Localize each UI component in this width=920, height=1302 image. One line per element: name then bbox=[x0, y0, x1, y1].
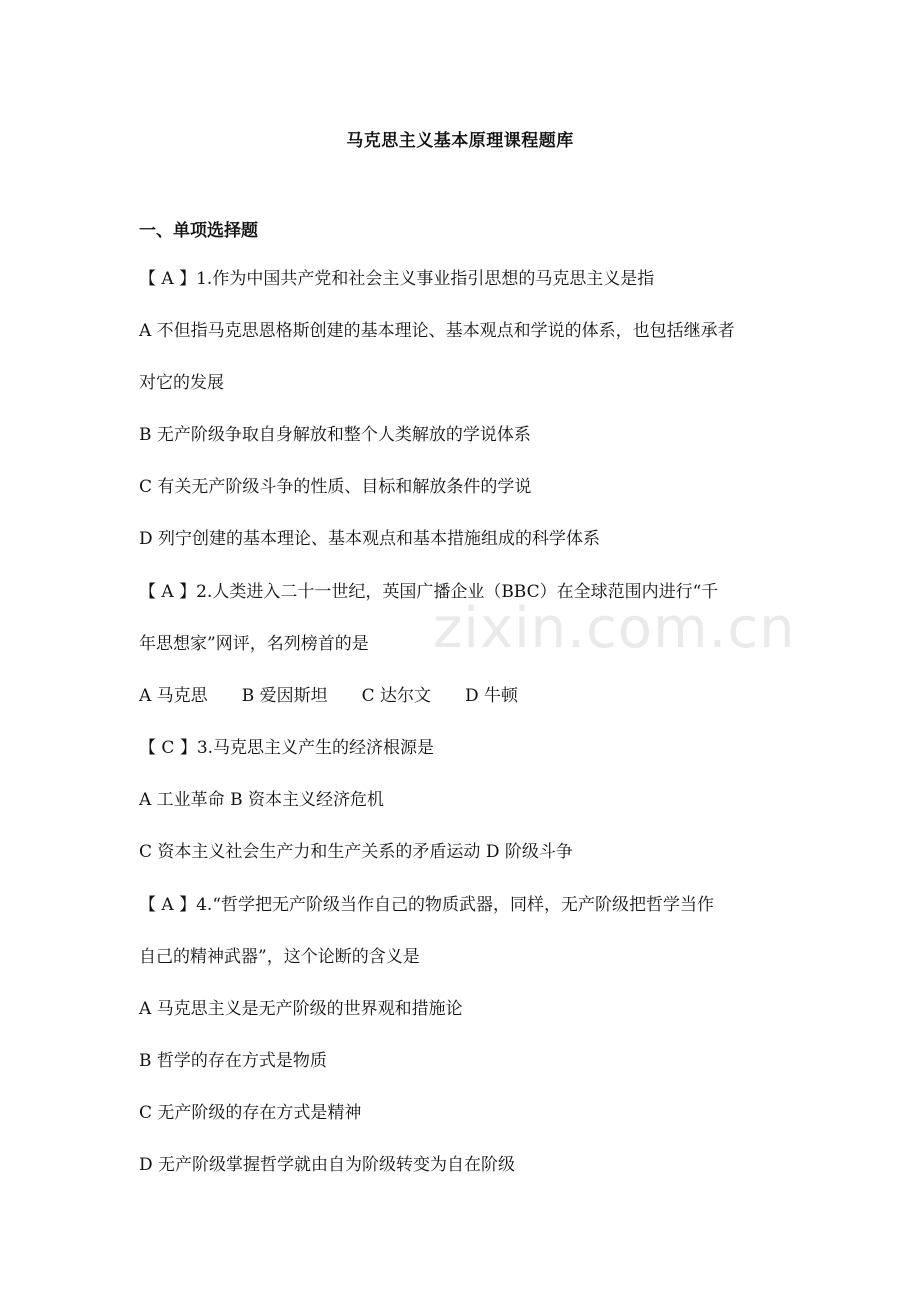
answer-mark: 【 A 】 bbox=[139, 582, 197, 602]
option-a: A 马克思 bbox=[139, 686, 208, 706]
question-4-stem bbox=[139, 893, 714, 917]
answer-mark: 【 C 】 bbox=[139, 738, 197, 758]
question-3-stem bbox=[139, 736, 434, 760]
page-title: 马克思主义基本原理课程题库 bbox=[346, 131, 574, 151]
answer-mark: 【 A 】 bbox=[139, 895, 197, 915]
question-text: 1.作为中国共产党和社会主义事业指引思想的马克思主义是指 bbox=[196, 269, 655, 289]
option-d: D 牛顿 bbox=[465, 686, 519, 706]
question-1-option-a: A 不但指马克思恩格斯创建的基本理论、基本观点和学说的体系，也包括继承者 bbox=[139, 321, 735, 341]
question-text: 4.“哲学把无产阶级当作自己的物质武器，同样，无产阶级把哲学当作 bbox=[196, 895, 715, 915]
question-1-option-d: D 列宁创建的基本理论、基本观点和基本措施组成的科学体系 bbox=[139, 529, 601, 549]
watermark: zixin.com.cn bbox=[433, 596, 796, 661]
question-4-stem-cont: 自己的精神武器”，这个论断的含义是 bbox=[139, 947, 420, 967]
question-1-stem bbox=[139, 267, 654, 291]
question-2-stem bbox=[139, 580, 718, 604]
question-4-option-b: B 哲学的存在方式是物质 bbox=[139, 1051, 327, 1071]
question-text: 2.人类进入二十一世纪，英国广播企业（BBC）在全球范围内进行“千 bbox=[196, 582, 719, 602]
question-2-options bbox=[139, 684, 518, 708]
question-4-option-d: D 无产阶级掌握哲学就由自为阶级转变为自在阶级 bbox=[139, 1155, 516, 1175]
option-b: B 爱因斯坦 bbox=[241, 686, 328, 706]
question-2-stem-cont: 年思想家”网评，名列榜首的是 bbox=[139, 634, 369, 654]
question-3-options-cd: C 资本主义社会生产力和生产关系的矛盾运动 D 阶级斗争 bbox=[139, 842, 573, 862]
question-4-option-c: C 无产阶级的存在方式是精神 bbox=[139, 1103, 362, 1123]
question-text: 3.马克思主义产生的经济根源是 bbox=[196, 738, 435, 758]
question-1-option-a-cont: 对它的发展 bbox=[139, 373, 224, 393]
question-1-option-c: C 有关无产阶级斗争的性质、目标和解放条件的学说 bbox=[139, 477, 532, 497]
question-4-option-a: A 马克思主义是无产阶级的世界观和措施论 bbox=[139, 999, 463, 1019]
section-heading: 一、单项选择题 bbox=[139, 221, 258, 241]
question-1-option-b: B 无产阶级争取自身解放和整个人类解放的学说体系 bbox=[139, 425, 531, 445]
option-c: C 达尔文 bbox=[361, 686, 432, 706]
answer-mark: 【 A 】 bbox=[139, 269, 197, 289]
question-3-options-ab: A 工业革命 B 资本主义经济危机 bbox=[139, 790, 384, 810]
